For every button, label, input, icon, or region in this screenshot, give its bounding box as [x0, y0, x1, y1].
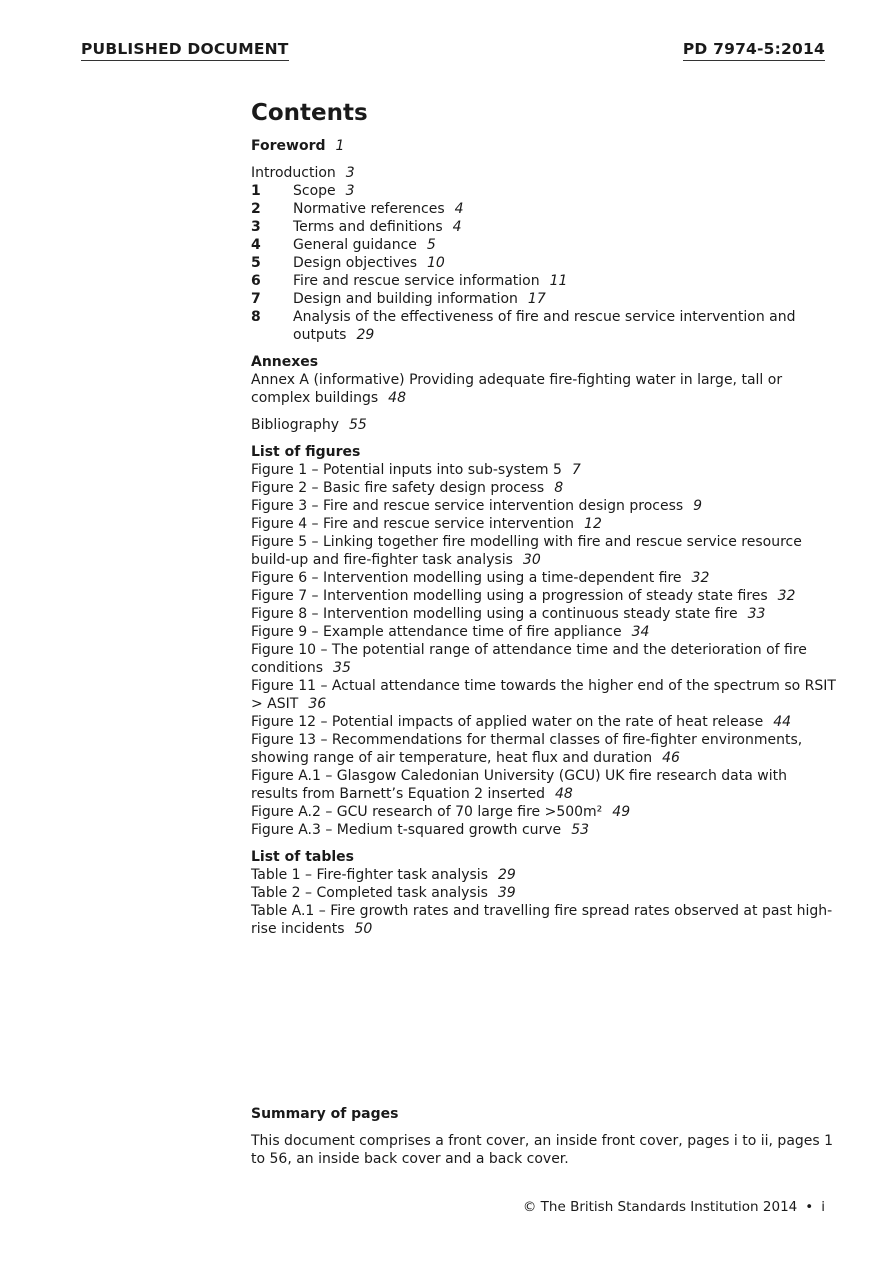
toc-entry-label: Figure 12 – Potential impacts of applied water on the rate of heat release — [251, 714, 764, 730]
toc-entry-page: 48 — [554, 786, 573, 802]
toc-entry-page: 30 — [522, 552, 541, 568]
toc-figure-item[interactable] — [251, 731, 836, 767]
toc-section-text — [293, 182, 836, 200]
toc-entry-label: Figure 11 – Actual attendance time towards the higher end of the spectrum so RSIT > ASIT — [251, 678, 836, 712]
page-title: Contents — [251, 100, 368, 126]
toc-entry-page: 46 — [662, 750, 680, 766]
toc-entry-page: 36 — [308, 696, 327, 712]
toc-entry-label: Annex A (informative) Providing adequate fire-fighting water in large, tall or complex buildings — [251, 372, 783, 406]
toc-entry-label: Fire and rescue service information — [293, 273, 540, 289]
toc-entry-label: Figure 9 – Example attendance time of fire appliance — [251, 624, 622, 640]
toc-section-number: 8 — [251, 309, 261, 325]
toc-figure-item[interactable] — [251, 605, 836, 623]
toc-entry-label: Figure 4 – Fire and rescue service intervention — [251, 516, 575, 532]
toc-entry-label: Figure 3 – Fire and rescue service intervention design process — [251, 498, 684, 514]
toc-entry-label: Scope — [293, 183, 336, 199]
toc-figure-item[interactable] — [251, 461, 836, 479]
toc-entry-page: 3 — [345, 183, 355, 199]
toc-entry-page: 50 — [354, 921, 373, 937]
toc-entry-page: 9 — [693, 498, 703, 514]
toc-section-4[interactable] — [251, 236, 836, 254]
toc-entry-label: Figure 5 – Linking together fire modelling with fire and rescue service resource build-up and fire-fighter task analysis — [251, 534, 802, 568]
toc-section-number: 6 — [251, 273, 261, 289]
toc-entry-page: 32 — [777, 588, 796, 604]
toc-entry-label: Figure 13 – Recommendations for thermal classes of fire-fighter environments, showing range of air temperature, heat flux and duration — [251, 732, 803, 766]
toc-section-text — [293, 290, 836, 308]
toc-section-text — [293, 236, 836, 254]
toc-figure-item[interactable] — [251, 767, 836, 803]
toc-entry-page: 8 — [554, 480, 564, 496]
toc-section-6[interactable] — [251, 272, 836, 290]
toc-entry-label: Figure 7 – Intervention modelling using a progression of steady state fires — [251, 588, 768, 604]
toc-foreword[interactable] — [251, 137, 836, 155]
toc-entry-page: 33 — [747, 606, 766, 622]
toc-sections-list — [251, 182, 836, 344]
toc-entry-label: Figure 6 – Intervention modelling using a time-dependent fire — [251, 570, 682, 586]
toc-entry-label: Table A.1 – Fire growth rates and travelling fire spread rates observed at past high-rise incidents — [251, 903, 833, 937]
toc-figure-item[interactable] — [251, 569, 836, 587]
toc-entry-page: 53 — [571, 822, 590, 838]
toc-entry-label: Figure 1 – Potential inputs into sub-system 5 — [251, 462, 562, 478]
toc-section-3[interactable] — [251, 218, 836, 236]
toc-section-7[interactable] — [251, 290, 836, 308]
toc-section-number: 7 — [251, 291, 261, 307]
toc-entry-label: Figure A.3 – Medium t-squared growth curve — [251, 822, 562, 838]
toc-entry-page: 5 — [426, 237, 436, 253]
toc-figure-item[interactable] — [251, 641, 836, 677]
toc-entry-label: Design and building information — [293, 291, 518, 307]
toc-entry-page: 17 — [527, 291, 546, 307]
toc-section-text — [293, 218, 836, 236]
toc-section-text — [293, 308, 836, 344]
toc-figure-item[interactable] — [251, 713, 836, 731]
page-footer — [523, 1199, 825, 1215]
toc-table-item[interactable] — [251, 902, 836, 938]
toc-entry-page: 29 — [498, 867, 516, 883]
summary-text: This document comprises a front cover, an inside front cover, pages i to ii, pages 1 to 56, an inside back cover and a back cover. — [251, 1133, 834, 1167]
toc-entry-label: Figure 8 – Intervention modelling using a continuous steady state fire — [251, 606, 738, 622]
toc-entry-page: 49 — [612, 804, 631, 820]
toc-entry-page: 34 — [631, 624, 650, 640]
toc-section-5[interactable] — [251, 254, 836, 272]
toc-entry-page: 12 — [584, 516, 602, 532]
toc-entry-page: 44 — [773, 714, 792, 730]
toc-figure-item[interactable] — [251, 623, 836, 641]
toc-entry-label: Foreword — [251, 138, 326, 154]
toc-entry-page: 4 — [454, 201, 464, 217]
toc-entry-label: Design objectives — [293, 255, 418, 271]
toc-introduction[interactable] — [251, 164, 836, 182]
toc-table-item[interactable] — [251, 866, 836, 884]
toc-section-number: 4 — [251, 237, 261, 253]
toc-section-text — [293, 272, 836, 290]
toc-entry-label: Table 2 – Completed task analysis — [251, 885, 488, 901]
toc-figures-list — [251, 461, 836, 839]
toc-entry-label: Figure A.2 – GCU research of 70 large fire >500m² — [251, 804, 603, 820]
copyright-text: © The British Standards Institution 2014 — [522, 1199, 798, 1215]
toc-entry-page: 10 — [427, 255, 445, 271]
tables-heading: List of tables — [251, 849, 354, 865]
summary-block — [251, 1105, 836, 1168]
toc-tables-list — [251, 866, 836, 938]
toc-entry-page: 1 — [335, 138, 345, 154]
toc-figure-item[interactable] — [251, 479, 836, 497]
bullet-separator: • — [805, 1199, 814, 1215]
toc-figure-item[interactable] — [251, 803, 836, 821]
toc-entry-label: Table 1 – Fire-fighter task analysis — [251, 867, 488, 883]
toc-entry-page: 48 — [388, 390, 406, 406]
toc-table-item[interactable] — [251, 884, 836, 902]
toc-section-number: 5 — [251, 255, 261, 271]
toc-entry-page: 7 — [571, 462, 581, 478]
toc-figure-item[interactable] — [251, 821, 836, 839]
toc-entry-label: Introduction — [251, 165, 336, 181]
figures-heading: List of figures — [251, 444, 361, 460]
toc-section-number: 2 — [251, 201, 261, 217]
toc-section-text — [293, 254, 836, 272]
toc-entry-page: 29 — [356, 327, 375, 343]
header-left-label: PUBLISHED DOCUMENT — [81, 40, 289, 61]
contents-block — [251, 99, 836, 938]
summary-heading: Summary of pages — [251, 1106, 399, 1122]
toc-entry-page: 11 — [549, 273, 568, 289]
toc-section-text — [293, 200, 836, 218]
toc-entry-page: 55 — [349, 417, 367, 433]
toc-annex-item[interactable] — [251, 371, 836, 407]
toc-section-8[interactable] — [251, 308, 836, 344]
toc-figure-item[interactable] — [251, 515, 836, 533]
toc-entry-page: 32 — [691, 570, 710, 586]
toc-section-2[interactable] — [251, 200, 836, 218]
toc-figure-item[interactable] — [251, 677, 836, 713]
toc-entry-page: 3 — [345, 165, 355, 181]
toc-entry-label: Terms and definitions — [293, 219, 443, 235]
toc-entry-label: Figure A.1 – Glasgow Caledonian University (GCU) UK fire research data with results from Barnett’s Equation 2 inserted — [251, 768, 787, 802]
toc-section-number: 1 — [251, 183, 261, 199]
toc-annexes-list — [251, 371, 836, 407]
toc-figure-item[interactable] — [251, 587, 836, 605]
toc-entry-label: Analysis of the effectiveness of fire and rescue service intervention and outputs — [293, 309, 796, 343]
toc-entry-label: Figure 10 – The potential range of attendance time and the deterioration of fire conditions — [251, 642, 807, 676]
toc-section-1[interactable] — [251, 182, 836, 200]
toc-entry-page: 4 — [452, 219, 462, 235]
toc-entry-label: General guidance — [293, 237, 417, 253]
annexes-heading: Annexes — [251, 354, 319, 370]
toc-figure-item[interactable] — [251, 497, 836, 515]
toc-entry-label: Figure 2 – Basic fire safety design process — [251, 480, 545, 496]
toc-entry-label: Normative references — [293, 201, 445, 217]
toc-entry-label: Bibliography — [251, 417, 339, 433]
toc-bibliography[interactable] — [251, 416, 836, 434]
page-number: i — [821, 1199, 825, 1215]
toc-section-number: 3 — [251, 219, 261, 235]
toc-figure-item[interactable] — [251, 533, 836, 569]
toc-entry-page: 35 — [333, 660, 351, 676]
header-document-code: PD 7974-5:2014 — [683, 40, 825, 61]
toc-entry-page: 39 — [497, 885, 516, 901]
